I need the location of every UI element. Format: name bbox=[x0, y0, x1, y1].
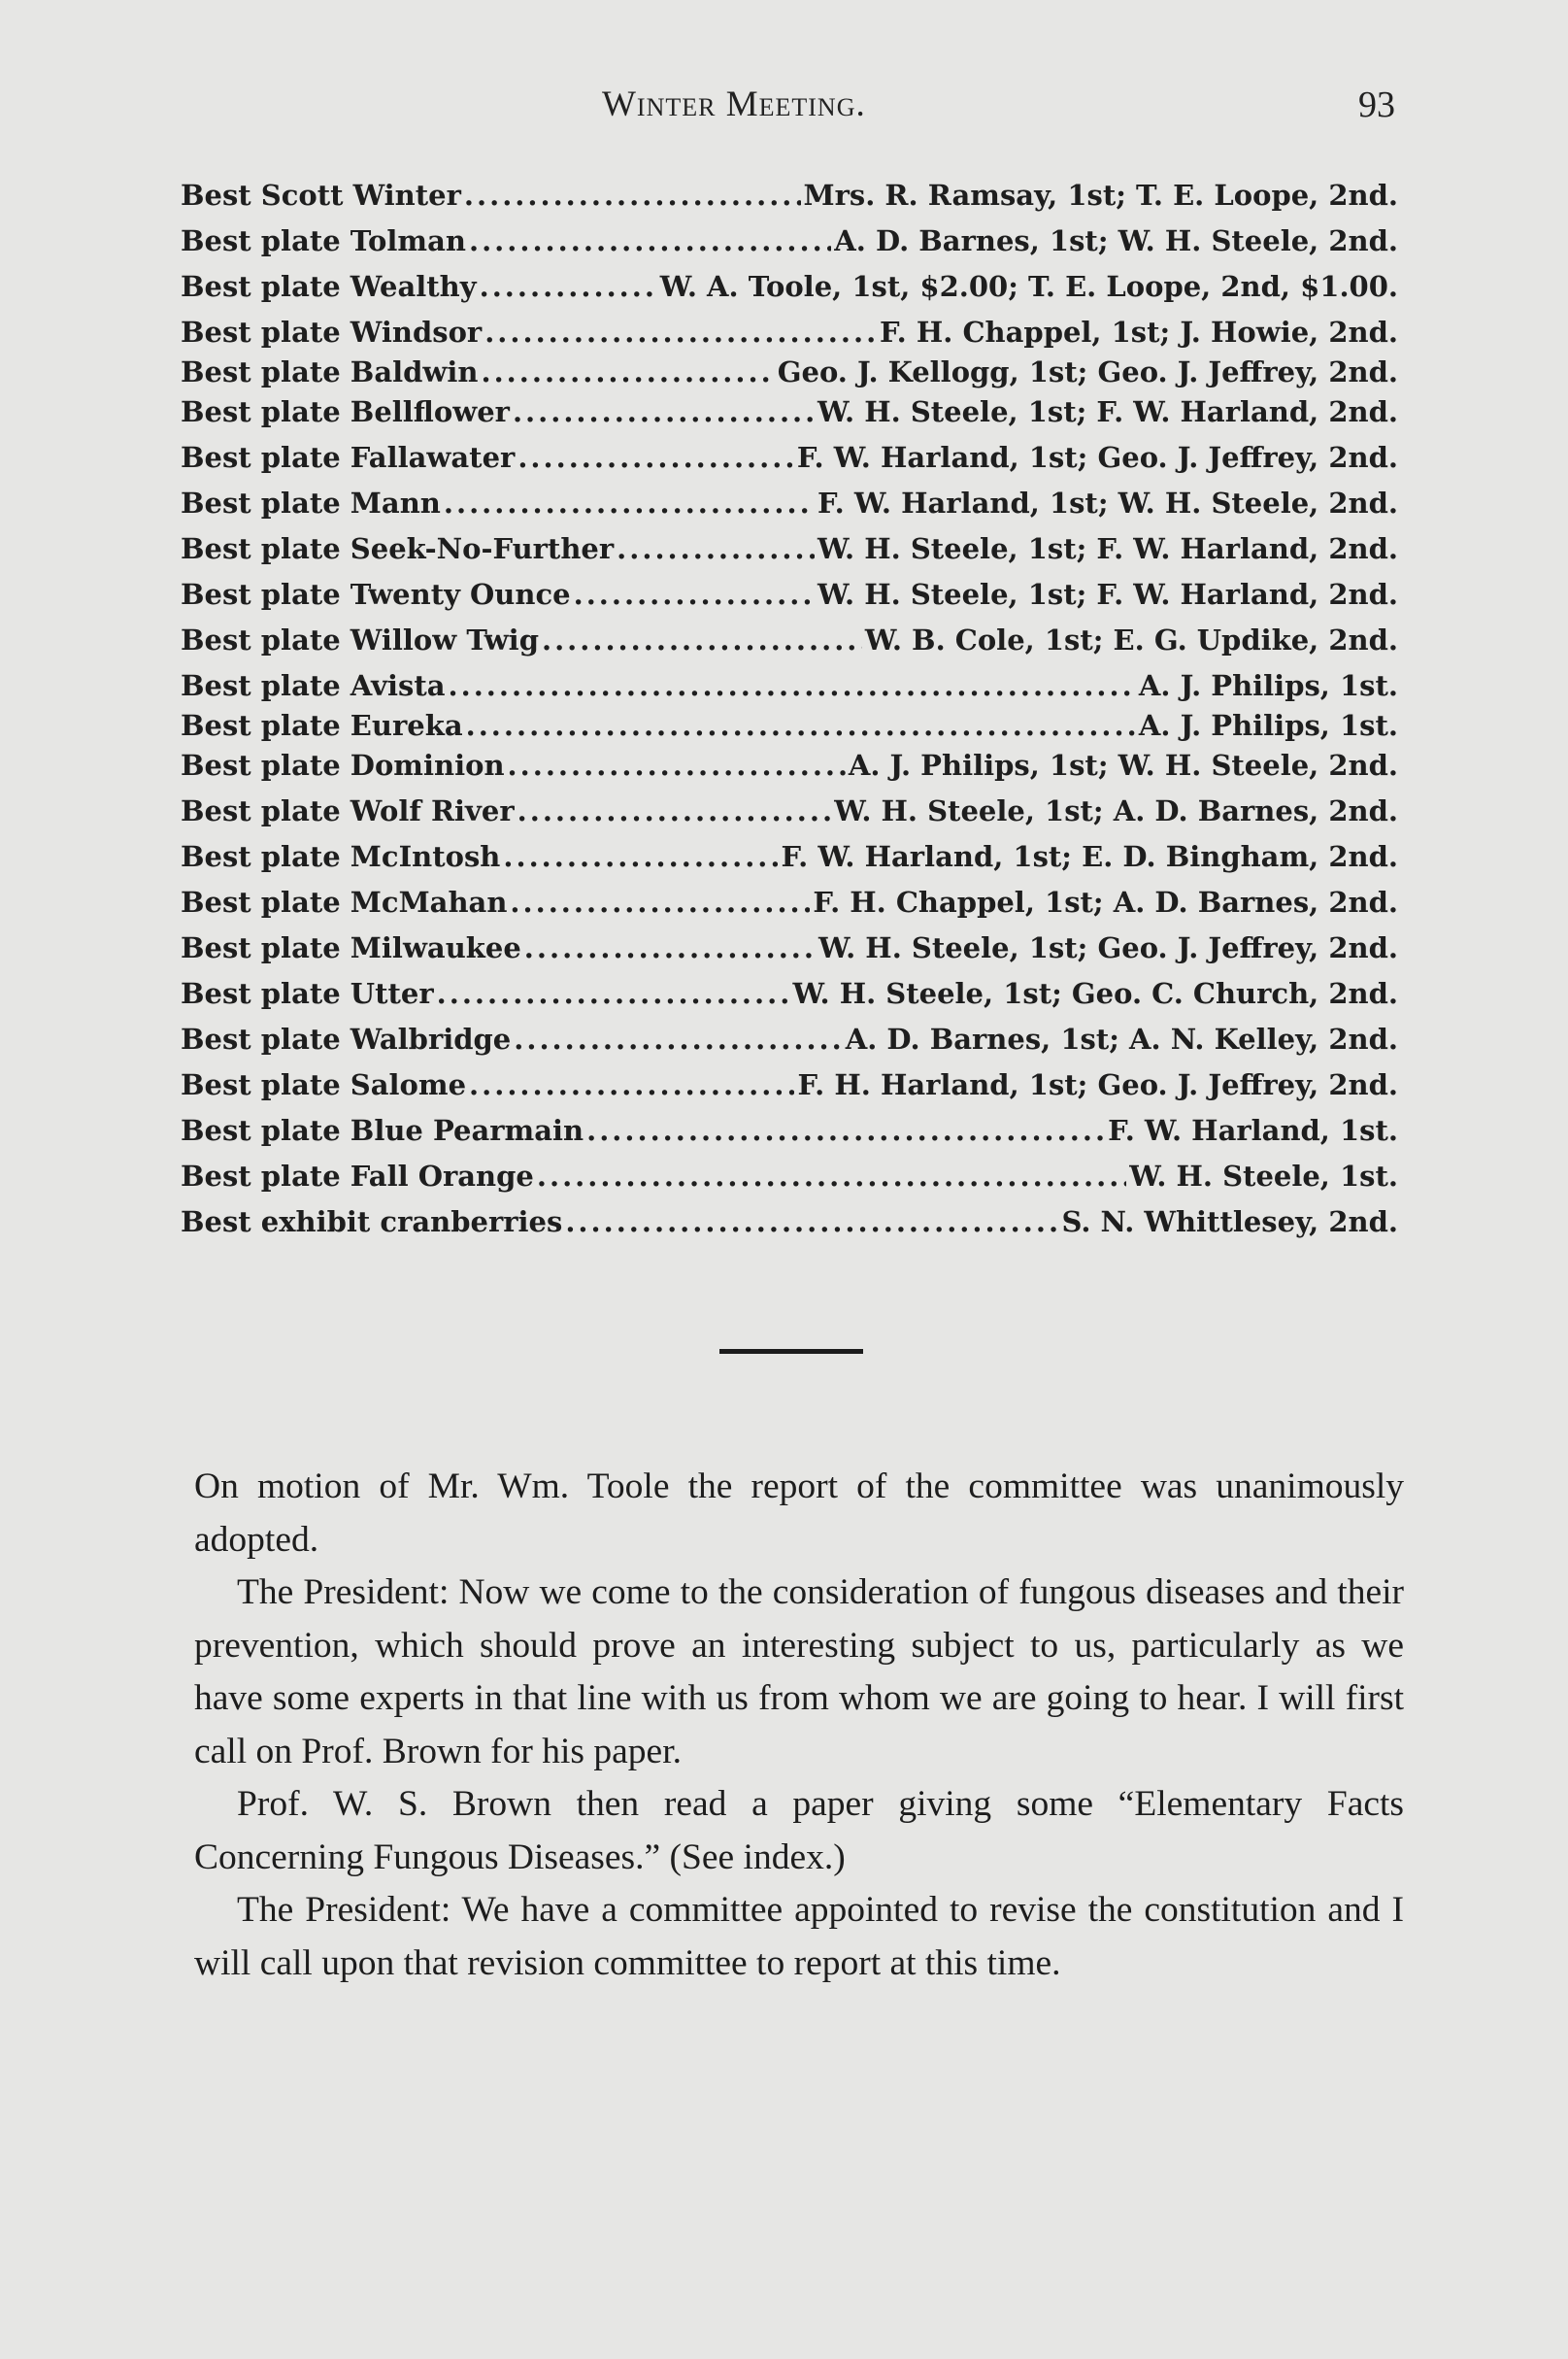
award-category: Best plate Baldwin bbox=[181, 355, 479, 388]
award-category: Best plate McIntosh bbox=[181, 840, 501, 873]
dot-leader bbox=[508, 743, 846, 789]
award-winners: A. J. Philips, 1st. bbox=[1138, 709, 1398, 742]
award-winners: F. H. Chappel, 1st; J. Howie, 2nd. bbox=[880, 316, 1398, 349]
award-row bbox=[181, 572, 1398, 618]
dot-leader bbox=[480, 264, 657, 310]
paragraph: The President: We have a committee appointed to revise the constitution and I will call upon that revision committee to report at this time. bbox=[194, 1890, 1404, 1983]
award-category: Best Scott Winter bbox=[181, 179, 461, 212]
award-winners: W. H. Steele, 1st; A. D. Barnes, 2nd. bbox=[834, 794, 1398, 827]
award-row bbox=[181, 789, 1398, 834]
award-row bbox=[181, 743, 1398, 789]
award-winners: F. W. Harland, 1st; W. H. Steele, 2nd. bbox=[817, 487, 1398, 520]
award-row bbox=[181, 834, 1398, 880]
dot-leader bbox=[513, 389, 815, 435]
dot-leader bbox=[514, 1017, 842, 1062]
section-divider bbox=[719, 1349, 863, 1354]
award-category: Best plate Walbridge bbox=[181, 1023, 512, 1056]
award-winners: W. A. Toole, 1st, $2.00; T. E. Loope, 2nd, $1.00. bbox=[659, 270, 1398, 303]
award-category: Best plate Eureka bbox=[181, 709, 463, 742]
award-winners: F. W. Harland, 1st. bbox=[1108, 1114, 1398, 1147]
dot-leader bbox=[466, 709, 1136, 743]
award-category: Best plate Twenty Ounce bbox=[181, 578, 571, 611]
page-number: 93 bbox=[1358, 84, 1395, 125]
award-winners: F. W. Harland, 1st; E. D. Bingham, 2nd. bbox=[781, 840, 1398, 873]
award-category: Best plate Bellflower bbox=[181, 395, 510, 428]
award-category: Best plate Seek-No-Further bbox=[181, 532, 615, 565]
award-row bbox=[181, 1199, 1398, 1245]
dot-leader bbox=[481, 355, 774, 389]
award-row bbox=[181, 709, 1398, 743]
paragraph: Prof. W. S. Brown then read a paper giving some “Elementary Facts Concerning Fungous Diseases.” (See index.) bbox=[194, 1784, 1404, 1877]
award-category: Best plate Wolf River bbox=[181, 794, 515, 827]
award-winners: F. H. Harland, 1st; Geo. J. Jeffrey, 2nd. bbox=[797, 1068, 1398, 1101]
award-winners: W. H. Steele, 1st; Geo. J. Jeffrey, 2nd. bbox=[818, 931, 1398, 964]
dot-leader bbox=[586, 1108, 1105, 1154]
award-row bbox=[181, 1017, 1398, 1062]
award-category: Best plate Salome bbox=[181, 1068, 467, 1101]
dot-leader bbox=[517, 435, 794, 481]
award-row bbox=[181, 526, 1398, 572]
award-category: Best plate Dominion bbox=[181, 749, 505, 782]
award-winners: Mrs. R. Ramsay, 1st; T. E. Loope, 2nd. bbox=[803, 179, 1398, 212]
dot-leader bbox=[517, 789, 832, 834]
running-title: Winter Meeting. bbox=[602, 84, 866, 124]
award-category: Best plate Mann bbox=[181, 487, 441, 520]
award-row bbox=[181, 926, 1398, 971]
award-row bbox=[181, 435, 1398, 481]
dot-leader bbox=[565, 1199, 1058, 1245]
award-winners: S. N. Whittlesey, 2nd. bbox=[1061, 1205, 1398, 1238]
award-row bbox=[181, 264, 1398, 310]
awards-list bbox=[181, 173, 1398, 1245]
proceedings-text bbox=[194, 1461, 1404, 1990]
award-category: Best plate Utter bbox=[181, 977, 434, 1010]
dot-leader bbox=[449, 663, 1136, 709]
award-row bbox=[181, 1062, 1398, 1108]
award-row bbox=[181, 355, 1398, 389]
award-winners: A. D. Barnes, 1st; W. H. Steele, 2nd. bbox=[834, 224, 1398, 257]
dot-leader bbox=[537, 1154, 1126, 1199]
award-winners: A. J. Philips, 1st; W. H. Steele, 2nd. bbox=[848, 749, 1398, 782]
award-row bbox=[181, 880, 1398, 926]
dot-leader bbox=[437, 971, 790, 1017]
dot-leader bbox=[617, 526, 815, 572]
dot-leader bbox=[469, 219, 831, 264]
award-category: Best plate Wealthy bbox=[181, 270, 477, 303]
award-row bbox=[181, 663, 1398, 709]
dot-leader bbox=[444, 481, 815, 526]
award-winners: W. H. Steele, 1st. bbox=[1129, 1160, 1398, 1193]
dot-leader bbox=[542, 618, 862, 663]
award-row bbox=[181, 481, 1398, 526]
award-row bbox=[181, 971, 1398, 1017]
award-category: Best plate Avista bbox=[181, 669, 446, 702]
dot-leader bbox=[503, 834, 778, 880]
award-row bbox=[181, 173, 1398, 219]
dot-leader bbox=[510, 880, 810, 926]
award-row bbox=[181, 618, 1398, 663]
award-category: Best plate McMahan bbox=[181, 886, 508, 919]
award-winners: A. J. Philips, 1st. bbox=[1138, 669, 1398, 702]
award-category: Best plate Windsor bbox=[181, 316, 483, 349]
award-row bbox=[181, 1154, 1398, 1199]
award-winners: W. H. Steele, 1st; F. W. Harland, 2nd. bbox=[817, 578, 1398, 611]
paragraph: On motion of Mr. Wm. Toole the report of the committee was unanimously adopted. bbox=[194, 1466, 1404, 1560]
dot-leader bbox=[469, 1062, 794, 1108]
award-row bbox=[181, 219, 1398, 264]
award-row bbox=[181, 310, 1398, 355]
paragraph: The President: Now we come to the consideration of fungous diseases and their prevention, which should prove an interesting subject to us, particularly as we have some experts in that line with us from whom we are going to hear. I will first call on Prof. Brown for his paper. bbox=[194, 1572, 1404, 1771]
award-category: Best plate Tolman bbox=[181, 224, 466, 257]
award-winners: Geo. J. Kellogg, 1st; Geo. J. Jeffrey, 2nd. bbox=[777, 355, 1398, 388]
award-winners: F. H. Chappel, 1st; A. D. Barnes, 2nd. bbox=[813, 886, 1398, 919]
award-category: Best exhibit cranberries bbox=[181, 1205, 563, 1238]
award-category: Best plate Willow Twig bbox=[181, 623, 539, 657]
award-category: Best plate Blue Pearmain bbox=[181, 1114, 584, 1147]
award-category: Best plate Fallawater bbox=[181, 441, 516, 474]
award-winners: A. D. Barnes, 1st; A. N. Kelley, 2nd. bbox=[845, 1023, 1398, 1056]
award-winners: W. B. Cole, 1st; E. G. Updike, 2nd. bbox=[864, 623, 1398, 657]
dot-leader bbox=[574, 572, 815, 618]
dot-leader bbox=[524, 926, 816, 971]
award-winners: F. W. Harland, 1st; Geo. J. Jeffrey, 2nd. bbox=[796, 441, 1398, 474]
award-row bbox=[181, 1108, 1398, 1154]
award-winners: W. H. Steele, 1st; F. W. Harland, 2nd. bbox=[817, 395, 1398, 428]
award-row bbox=[181, 389, 1398, 435]
dot-leader bbox=[484, 310, 877, 355]
award-winners: W. H. Steele, 1st; F. W. Harland, 2nd. bbox=[817, 532, 1398, 565]
award-category: Best plate Fall Orange bbox=[181, 1160, 534, 1193]
award-winners: W. H. Steele, 1st; Geo. C. Church, 2nd. bbox=[792, 977, 1398, 1010]
dot-leader bbox=[464, 173, 801, 219]
award-category: Best plate Milwaukee bbox=[181, 931, 521, 964]
